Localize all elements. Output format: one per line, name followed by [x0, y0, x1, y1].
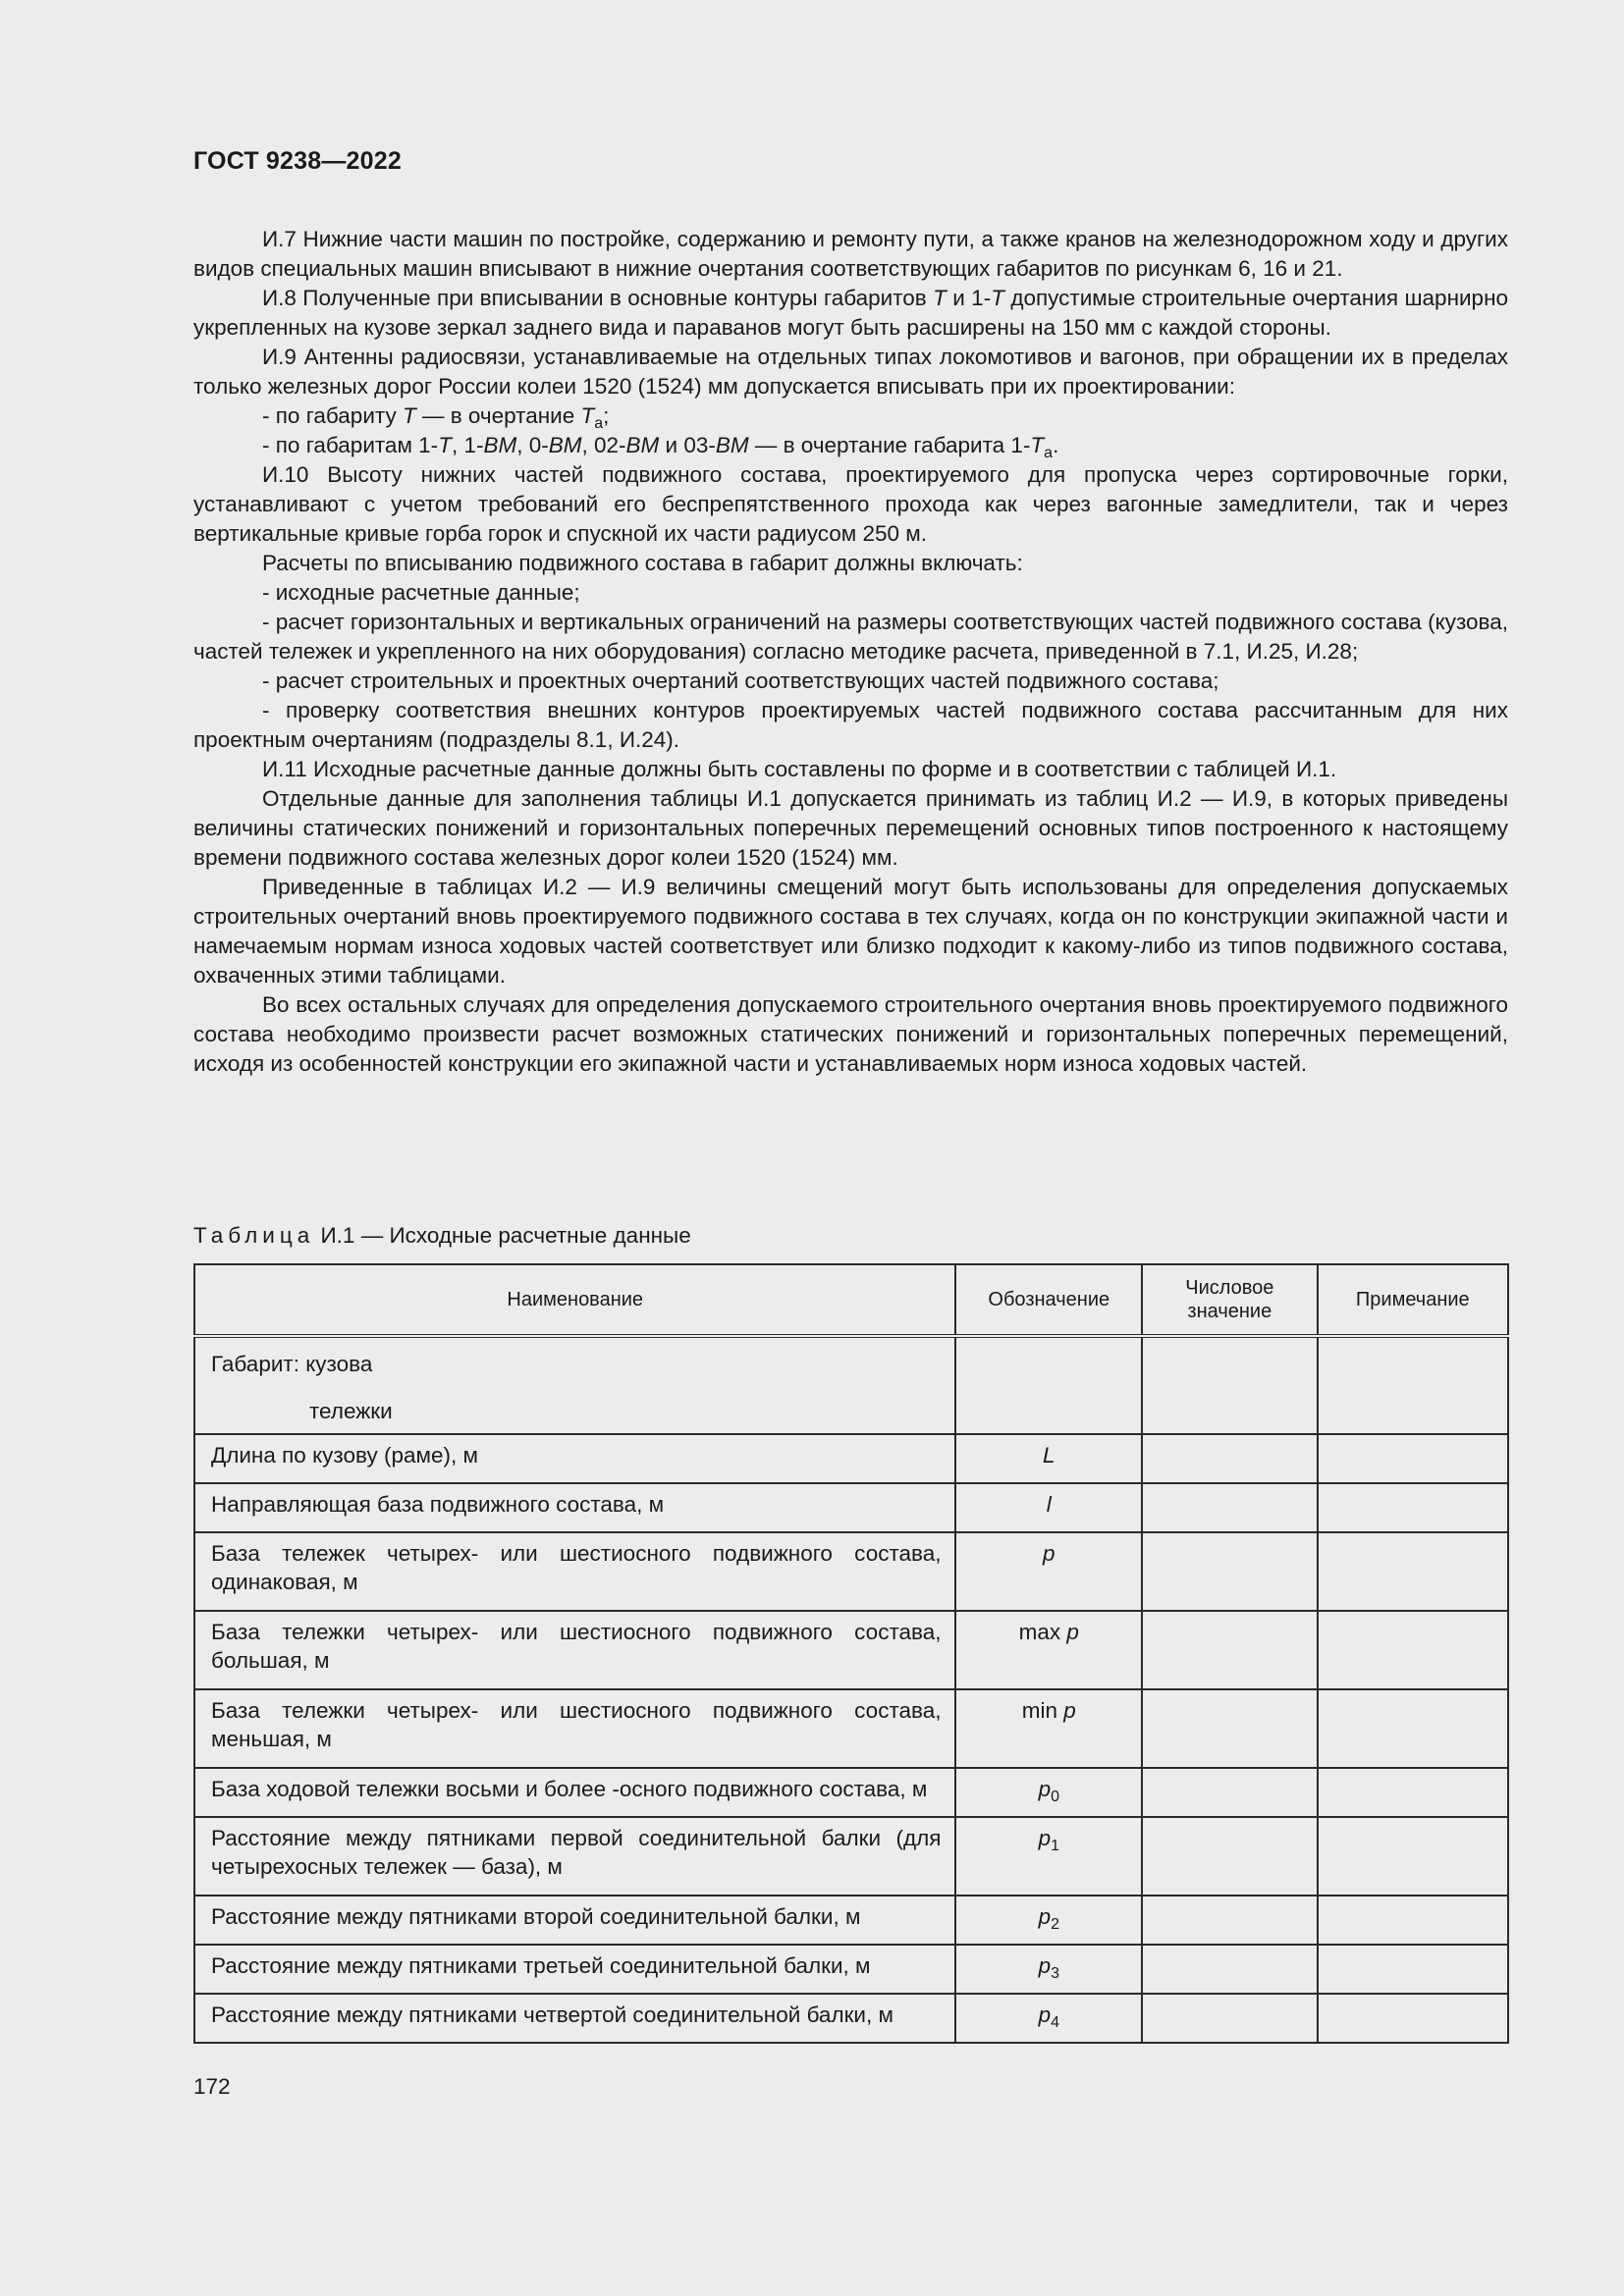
cell-value	[1142, 1994, 1318, 2043]
cell-value	[1142, 1532, 1318, 1611]
table-caption-word: Таблица	[193, 1223, 315, 1248]
col-header-value: Числовое значение	[1142, 1264, 1318, 1336]
cell-note	[1318, 1817, 1508, 1896]
cell-value	[1142, 1817, 1318, 1896]
paragraph: И.9 Антенны радиосвязи, устанавливаемые на отдельных типах локомотивов и вагонов, при обращении их в пределах только железных дорог России колеи 1520 (1524) мм допускается вписывать при их проектировании:	[193, 345, 1508, 399]
gabarit-line-1: Габарит: кузова	[211, 1352, 373, 1376]
cell-value	[1142, 1611, 1318, 1689]
cell-note	[1318, 1532, 1508, 1611]
cell-value	[1142, 1483, 1318, 1532]
paragraph: И.10 Высоту нижних частей подвижного состава, проектируемого для пропуска через сортировочные горки, устанавливают с учетом требований его беспрепятственного прохода как через вагонные замедлители, так и через вертикальные кривые горба горок и спускной их части радиусом 250 м.	[193, 462, 1508, 546]
cell-symbol: min p	[955, 1689, 1142, 1768]
cell-note	[1318, 1768, 1508, 1817]
page-header: ГОСТ 9238—2022	[193, 147, 402, 175]
cell-symbol: $p_2$	[955, 1896, 1142, 1945]
paragraph: Во всех остальных случаях для определения допускаемого строительного очертания вновь проектируемого подвижного состава необходимо произвести расчет возможных статических понижений и горизонтальных поперечных перемещений, исходя из особенностей конструкции его экипажной части и устанавливаемых норм износа ходовых частей.	[193, 992, 1508, 1076]
paragraph: Отдельные данные для заполнения таблицы И.1 допускается принимать из таблиц И.2 — И.9, в которых приведены величины статических понижений и горизонтальных поперечных перемещений основных типов построенного к настоящему времени подвижного состава железных дорог колеи 1520 (1524) мм.	[193, 786, 1508, 870]
paragraph: - расчет горизонтальных и вертикальных ограничений на размеры соответствующих частей подвижного состава (кузова, частей тележек и укрепленного на них оборудования) согласно методике расчета, приведенной в 7.1, И.25, И.28;	[193, 610, 1508, 664]
page-number: 172	[193, 2074, 231, 2099]
table-row	[194, 1945, 1508, 1994]
table-caption-text: И.1 — Исходные расчетные данные	[320, 1223, 691, 1248]
cell-name: База ходовой тележки восьми и более -осного подвижного состава, м	[194, 1768, 955, 1817]
cell-name: Расстояние между пятниками второй соединительной балки, м	[194, 1896, 955, 1945]
table-row	[194, 1896, 1508, 1945]
cell-symbol: p	[955, 1532, 1142, 1611]
table-row-gabarit	[194, 1336, 1508, 1434]
cell-symbol: $p_3$	[955, 1945, 1142, 1994]
table-row	[194, 1689, 1508, 1768]
paragraph: - по габаритам 1-Т, 1-ВМ, 0-ВМ, 02-ВМ и 03-ВМ — в очертание габарита $1-Т_а$.	[262, 433, 1059, 461]
cell-note	[1318, 1434, 1508, 1483]
cell-note	[1318, 1689, 1508, 1768]
gabarit-line-2: тележки	[309, 1399, 393, 1423]
cell-note	[1318, 1483, 1508, 1532]
cell-name	[194, 1336, 955, 1434]
cell-name: База тележек четырех- или шестиосного подвижного состава, одинаковая, м	[194, 1532, 955, 1611]
cell-value	[1142, 1434, 1318, 1483]
paragraph: И.7 Нижние части машин по постройке, содержанию и ремонту пути, а также кранов на железнодорожном ходу и других видов специальных машин вписывают в нижние очертания соответствующих габаритов по рисункам 6, 16 и 21.	[193, 227, 1508, 281]
cell-value	[1142, 1896, 1318, 1945]
table-row	[194, 1532, 1508, 1611]
table-header-row	[194, 1264, 1508, 1336]
cell-value	[1142, 1689, 1318, 1768]
col-header-name: Наименование	[194, 1264, 955, 1336]
cell-value	[1142, 1945, 1318, 1994]
table-row	[194, 1611, 1508, 1689]
paragraph: - расчет строительных и проектных очертаний соответствующих частей подвижного состава;	[262, 668, 1219, 693]
paragraph: И.11 Исходные расчетные данные должны быть составлены по форме и в соответствии с таблицей И.1.	[262, 757, 1337, 781]
cell-symbol: l	[955, 1483, 1142, 1532]
body-text	[193, 225, 1508, 1079]
cell-name: Длина по кузову (раме), м	[194, 1434, 955, 1483]
cell-name: Расстояние между пятниками четвертой соединительной балки, м	[194, 1994, 955, 2043]
cell-note	[1318, 1896, 1508, 1945]
table-caption	[193, 1221, 691, 1251]
cell-name: База тележки четырех- или шестиосного подвижного состава, меньшая, м	[194, 1689, 955, 1768]
cell-symbol	[955, 1336, 1142, 1434]
table-row	[194, 1994, 1508, 2043]
paragraph: - по габариту Т — в очертание $Т_а$;	[262, 403, 610, 432]
table-row	[194, 1434, 1508, 1483]
data-table	[193, 1263, 1509, 2044]
paragraph: Расчеты по вписыванию подвижного состава в габарит должны включать:	[262, 551, 1023, 575]
cell-note	[1318, 1336, 1508, 1434]
table-row	[194, 1483, 1508, 1532]
col-header-symbol: Обозначение	[955, 1264, 1142, 1336]
cell-symbol: $p_0$	[955, 1768, 1142, 1817]
cell-name: Расстояние между пятниками первой соединительной балки (для четырехосных тележек — база), м	[194, 1817, 955, 1896]
cell-name: Расстояние между пятниками третьей соединительной балки, м	[194, 1945, 955, 1994]
paragraph: - исходные расчетные данные;	[262, 580, 580, 605]
cell-symbol: max p	[955, 1611, 1142, 1689]
table-row	[194, 1817, 1508, 1896]
cell-symbol: L	[955, 1434, 1142, 1483]
cell-value	[1142, 1768, 1318, 1817]
cell-note	[1318, 1611, 1508, 1689]
cell-symbol: $p_4$	[955, 1994, 1142, 2043]
cell-note	[1318, 1945, 1508, 1994]
cell-symbol: $p_1$	[955, 1817, 1142, 1896]
cell-note	[1318, 1994, 1508, 2043]
paragraph: - проверку соответствия внешних контуров проектируемых частей подвижного состава рассчитанным для них проектным очертаниям (подразделы 8.1, И.24).	[193, 698, 1508, 752]
paragraph: Приведенные в таблицах И.2 — И.9 величины смещений могут быть использованы для определения допускаемых строительных очертаний вновь проектируемого подвижного состава в тех случаях, когда он по конструкции экипажной части и намечаемым нормам износа ходовых частей соответствует или близко подходит к какому-либо из типов подвижного состава, охваченных этими таблицами.	[193, 875, 1508, 988]
cell-name: База тележки четырех- или шестиосного подвижного состава, большая, м	[194, 1611, 955, 1689]
col-header-note: Примечание	[1318, 1264, 1508, 1336]
paragraph: И.8 Полученные при вписывании в основные контуры габаритов Т и 1-Т допустимые строительные очертания шарнирно укрепленных на кузове зеркал заднего вида и параванов могут быть расширены на 150 мм с каждой стороны.	[193, 286, 1509, 340]
table-row	[194, 1768, 1508, 1817]
cell-value	[1142, 1336, 1318, 1434]
cell-name: Направляющая база подвижного состава, м	[194, 1483, 955, 1532]
